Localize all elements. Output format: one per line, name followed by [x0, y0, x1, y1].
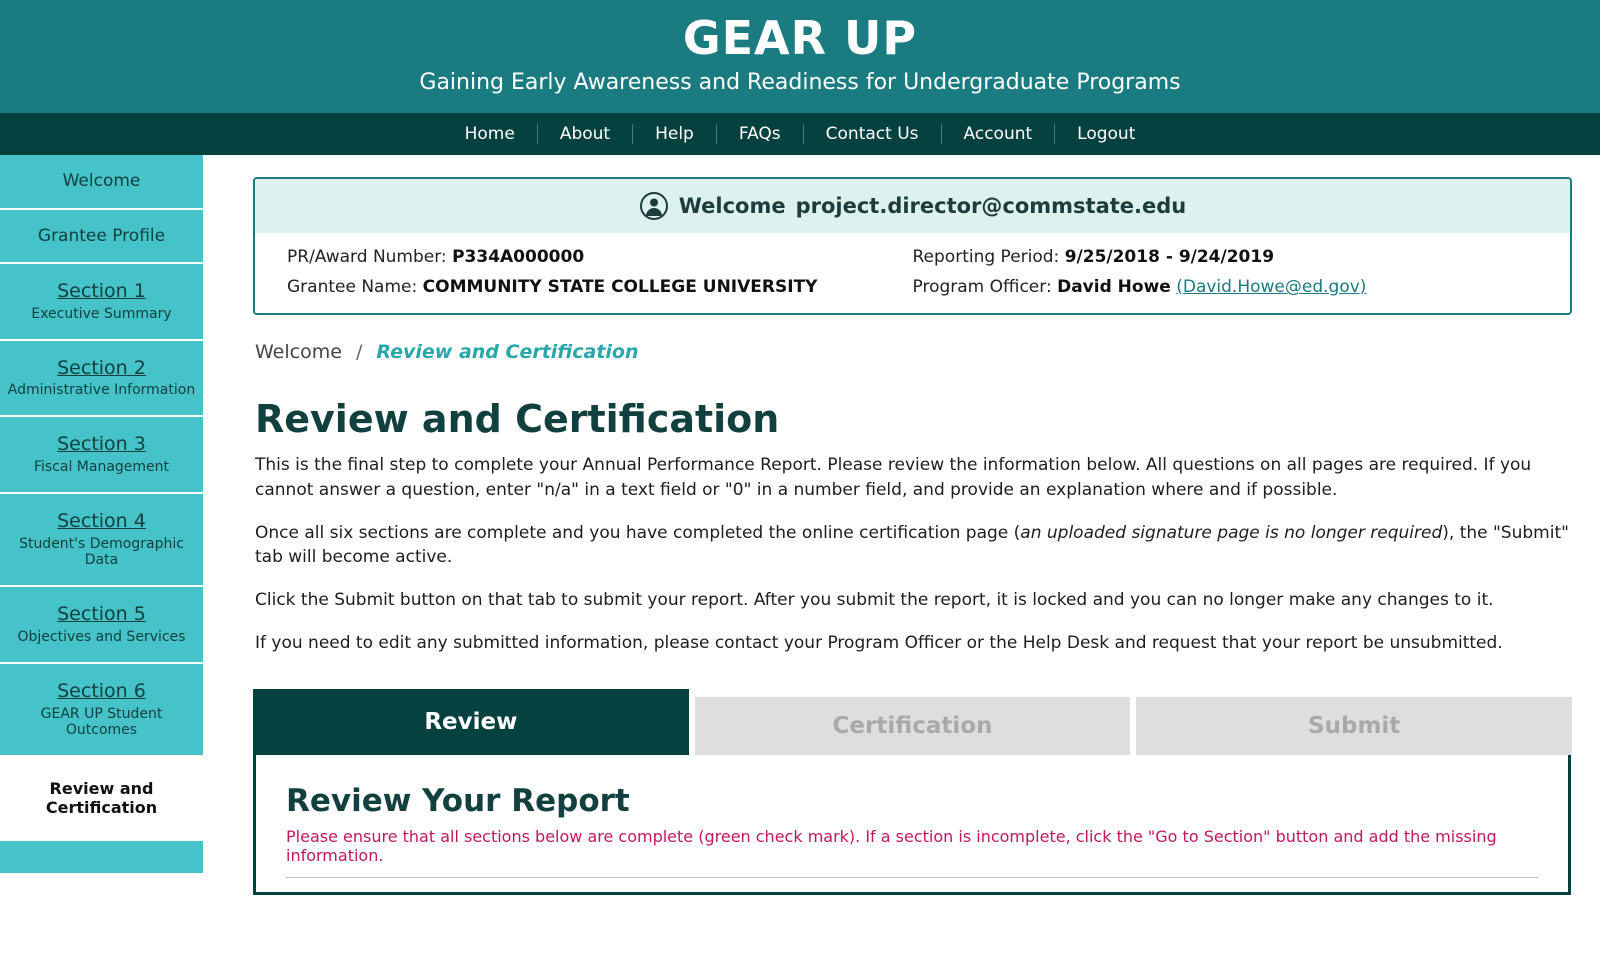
pr-award-row [287, 247, 913, 267]
site-subtitle: Gaining Early Awareness and Readiness for Undergraduate Programs [419, 70, 1181, 96]
sidebar-item-section-4[interactable] [0, 494, 203, 587]
nav-item-logout[interactable]: Logout [1077, 124, 1136, 145]
nav-item-about[interactable]: About [559, 124, 611, 145]
sidebar-item-label: Section 1 [57, 280, 146, 303]
sidebar-item-section-6[interactable] [0, 664, 203, 757]
sidebar-item-section-5[interactable] [0, 587, 203, 664]
sidebar-item-review-and-certification[interactable] [0, 757, 203, 841]
program-officer-value: David Howe [1057, 277, 1171, 298]
program-officer-email-link[interactable]: (David.Howe@ed.gov) [1176, 277, 1367, 298]
sidebar-item-sublabel: Administrative Information [7, 382, 196, 399]
breadcrumb-root[interactable]: Welcome [255, 341, 342, 364]
sidebar-item-section-1[interactable] [0, 264, 203, 341]
sidebar-item-section-3[interactable] [0, 417, 203, 494]
reporting-period-label: Reporting Period: [912, 247, 1060, 268]
sidebar-item-next[interactable] [0, 841, 203, 875]
avatar-icon [639, 191, 669, 221]
pr-award-value: P334A000000 [452, 247, 585, 268]
sidebar-item-label: Section 6 [57, 679, 146, 702]
breadcrumb-separator: / [355, 341, 363, 364]
intro-paragraph-4: If you need to edit any submitted information, please contact your Program Officer or the Help Desk and request that your report be unsubmitted. [255, 632, 1503, 653]
tab-review[interactable]: Review [253, 689, 689, 755]
sidebar-item-label: Section 4 [57, 509, 146, 532]
tab-certification: Certification [695, 697, 1131, 755]
breadcrumb-current: Review and Certification [376, 341, 639, 364]
intro-paragraph-1: This is the final step to complete your Annual Performance Report. Please review the information below. All questions on all pages are required. If you cannot answer a question, enter "n/a" in a text field or "0" in a number field, and provide an explanation where and if possible. [255, 455, 1532, 500]
nav-item-faqs[interactable]: FAQs [738, 124, 781, 145]
welcome-label: Welcome [678, 194, 786, 219]
user-info-box [253, 177, 1572, 315]
sidebar-item-label: Grantee Profile [37, 225, 166, 246]
site-header [0, 0, 1600, 113]
review-panel-note: Please ensure that all sections below are complete (green check mark). If a section is incomplete, click the "Go to Section" button and add the missing information. [286, 827, 1538, 878]
sidebar-item-label: Section 3 [57, 433, 146, 456]
nav-item-account[interactable]: Account [963, 124, 1033, 145]
user-email: project.director@commstate.edu [795, 194, 1187, 219]
sidebar-item-label: Section 5 [57, 603, 146, 626]
reporting-period-row [913, 247, 1539, 267]
sidebar-item-sublabel: Fiscal Management [33, 459, 170, 476]
breadcrumb [255, 341, 1572, 363]
sidebar-item-label: Review and Certification [45, 779, 158, 818]
grantee-name-value: COMMUNITY STATE COLLEGE UNIVERSITY [422, 277, 818, 298]
sidebar-item-sublabel: GEAR UP Student Outcomes [40, 705, 163, 739]
sidebar-item-section-2[interactable] [0, 341, 203, 418]
sidebar-item-sublabel: Objectives and Services [17, 629, 186, 646]
main-navigation [0, 113, 1600, 155]
intro-paragraph-2-emphasis: an uploaded signature page is no longer required [1020, 522, 1443, 543]
welcome-bar [255, 179, 1570, 233]
sidebar-item-label: Welcome [62, 171, 141, 192]
page-body [0, 155, 1600, 895]
sidebar-item-label: Section 2 [57, 356, 146, 379]
nav-item-contact-us[interactable]: Contact Us [825, 124, 919, 145]
review-panel [253, 755, 1571, 895]
intro-paragraph-3: Click the Submit button on that tab to submit your report. After you submit the report, it is locked and you can no longer make any changes to it. [255, 589, 1494, 610]
award-details-grid [255, 233, 1570, 313]
nav-item-help[interactable]: Help [655, 124, 694, 145]
intro-paragraph-2-b: ), the "Submit" tab will become active. [255, 522, 1569, 568]
program-officer-label: Program Officer: [912, 277, 1052, 298]
tab-bar [253, 689, 1572, 755]
page-title: Review and Certification [255, 397, 780, 442]
grantee-name-label: Grantee Name: [287, 277, 418, 298]
reporting-period-value: 9/25/2018 - 9/24/2019 [1064, 247, 1275, 268]
intro-paragraph-2-a: Once all six sections are complete and you have completed the online certification page ( [255, 522, 1021, 543]
sidebar-item-sublabel: Executive Summary [31, 305, 172, 322]
program-officer-row [913, 277, 1539, 297]
grantee-name-row [287, 277, 913, 297]
sidebar-item-sublabel: Student's Demographic Data [19, 535, 184, 569]
sidebar [0, 155, 203, 875]
review-panel-title: Review Your Report [286, 783, 630, 820]
sidebar-item-welcome[interactable] [0, 155, 203, 209]
pr-award-label: PR/Award Number: [287, 247, 447, 268]
main-content [203, 155, 1600, 895]
tab-submit: Submit [1136, 697, 1572, 755]
intro-paragraph-2 [255, 521, 1572, 570]
page-title-logo: GEAR UP [682, 11, 918, 65]
nav-item-home[interactable]: Home [464, 124, 515, 145]
sidebar-item-grantee-profile[interactable] [0, 210, 203, 264]
